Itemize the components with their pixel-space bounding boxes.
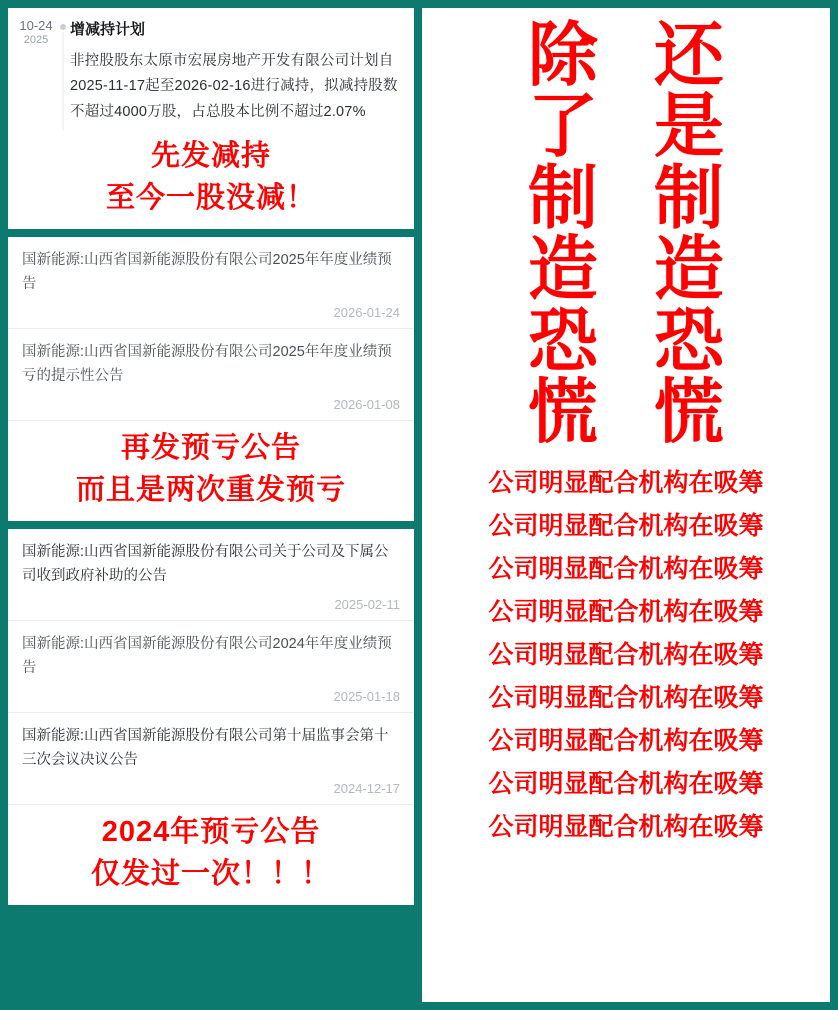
slogan-line: 公司明显配合机构在吸筹 bbox=[488, 770, 764, 799]
list-item[interactable] bbox=[8, 329, 414, 421]
announcement-date bbox=[16, 18, 56, 125]
slogan-line: 公司明显配合机构在吸筹 bbox=[488, 641, 764, 670]
right-column bbox=[422, 8, 830, 1002]
headline-char: 慌 bbox=[528, 372, 598, 451]
list-item-date: 2025-02-11 bbox=[334, 596, 400, 612]
headline-char: 还 bbox=[654, 16, 724, 94]
headline-char: 慌 bbox=[654, 372, 724, 451]
headline-char: 除 bbox=[528, 16, 598, 94]
filing-list-panel-2024 bbox=[8, 529, 414, 905]
red-comment-line-1: 2024年预亏公告 bbox=[101, 815, 321, 848]
headline-char: 制 bbox=[654, 158, 724, 237]
slogan-line: 公司明显配合机构在吸筹 bbox=[488, 512, 764, 541]
headline-char: 造 bbox=[528, 230, 598, 309]
announcement-date-year: 2025 bbox=[23, 33, 49, 46]
list-item-title: 国新能源:山西省国新能源股份有限公司2025年年度业绩预告 bbox=[22, 252, 392, 293]
headline-char: 造 bbox=[654, 230, 724, 309]
filing-list-panel-2025 bbox=[8, 237, 414, 521]
slogan-line: 公司明显配合机构在吸筹 bbox=[488, 727, 764, 756]
list-item-title: 国新能源:山西省国新能源股份有限公司第十届监事会第十三次会议决议公告 bbox=[22, 727, 389, 768]
list-item[interactable] bbox=[8, 529, 414, 621]
timeline-dot-icon bbox=[60, 24, 66, 30]
announcement-body bbox=[70, 18, 404, 125]
slogan-line: 公司明显配合机构在吸筹 bbox=[488, 813, 764, 842]
list-item[interactable] bbox=[8, 621, 414, 713]
headline-char: 制 bbox=[528, 158, 598, 237]
slogan-list bbox=[422, 452, 830, 855]
list-item-date: 2026-01-24 bbox=[333, 305, 400, 321]
headline-char: 是 bbox=[654, 87, 724, 166]
announcement-date-md: 10-24 bbox=[19, 18, 53, 33]
timeline-marker bbox=[56, 18, 70, 125]
red-comment-line-1: 再发预亏公告 bbox=[120, 431, 301, 464]
slogan-line: 公司明显配合机构在吸筹 bbox=[488, 684, 764, 713]
announcement-title: 增减持计划 bbox=[70, 21, 146, 38]
panel2-red-comment bbox=[8, 421, 414, 521]
announcement-row[interactable] bbox=[8, 8, 414, 129]
list-item-title: 国新能源:山西省国新能源股份有限公司2025年年度业绩预亏的提示性公告 bbox=[22, 344, 392, 384]
announcement-text: 非控股股东太原市宏展房地产开发有限公司计划自2025-11-17起至2026-02-16进行减持，拟减持股数不超过4000万股，占总股本比例不超过2.07% bbox=[70, 53, 398, 120]
announcement-red-comment bbox=[8, 129, 414, 229]
slogan-line: 公司明显配合机构在吸筹 bbox=[488, 469, 764, 498]
list-item-date: 2026-01-08 bbox=[333, 396, 400, 412]
red-comment-line-2: 至今一股没减！ bbox=[105, 182, 316, 215]
list-item[interactable] bbox=[8, 713, 414, 805]
slogan-line: 公司明显配合机构在吸筹 bbox=[488, 598, 764, 627]
headline-char: 了 bbox=[528, 87, 598, 166]
headline-column-2 bbox=[654, 16, 724, 451]
headline-vertical-text bbox=[422, 8, 830, 452]
headline-char: 恐 bbox=[654, 301, 724, 380]
list-item-title: 国新能源:山西省国新能源股份有限公司关于公司及下属公司收到政府补助的公告 bbox=[22, 544, 389, 584]
list-item-title: 国新能源:山西省国新能源股份有限公司2024年年度业绩预告 bbox=[22, 635, 392, 676]
panel3-red-comment bbox=[8, 805, 414, 905]
red-comment-line-1: 先发减持 bbox=[150, 140, 271, 173]
list-item[interactable] bbox=[8, 237, 414, 329]
slogan-line: 公司明显配合机构在吸筹 bbox=[488, 555, 764, 584]
headline-column-1 bbox=[528, 16, 598, 451]
list-item-date: 2025-01-18 bbox=[333, 688, 400, 704]
red-comment-line-2: 而且是两次重发预亏 bbox=[75, 473, 346, 506]
timeline-line bbox=[63, 32, 64, 131]
announcement-panel bbox=[8, 8, 414, 229]
red-comment-line-2: 仅发过一次！！！ bbox=[90, 857, 331, 890]
headline-char: 恐 bbox=[528, 301, 598, 380]
list-item-date: 2024-12-17 bbox=[333, 780, 400, 796]
left-column bbox=[8, 8, 414, 1002]
